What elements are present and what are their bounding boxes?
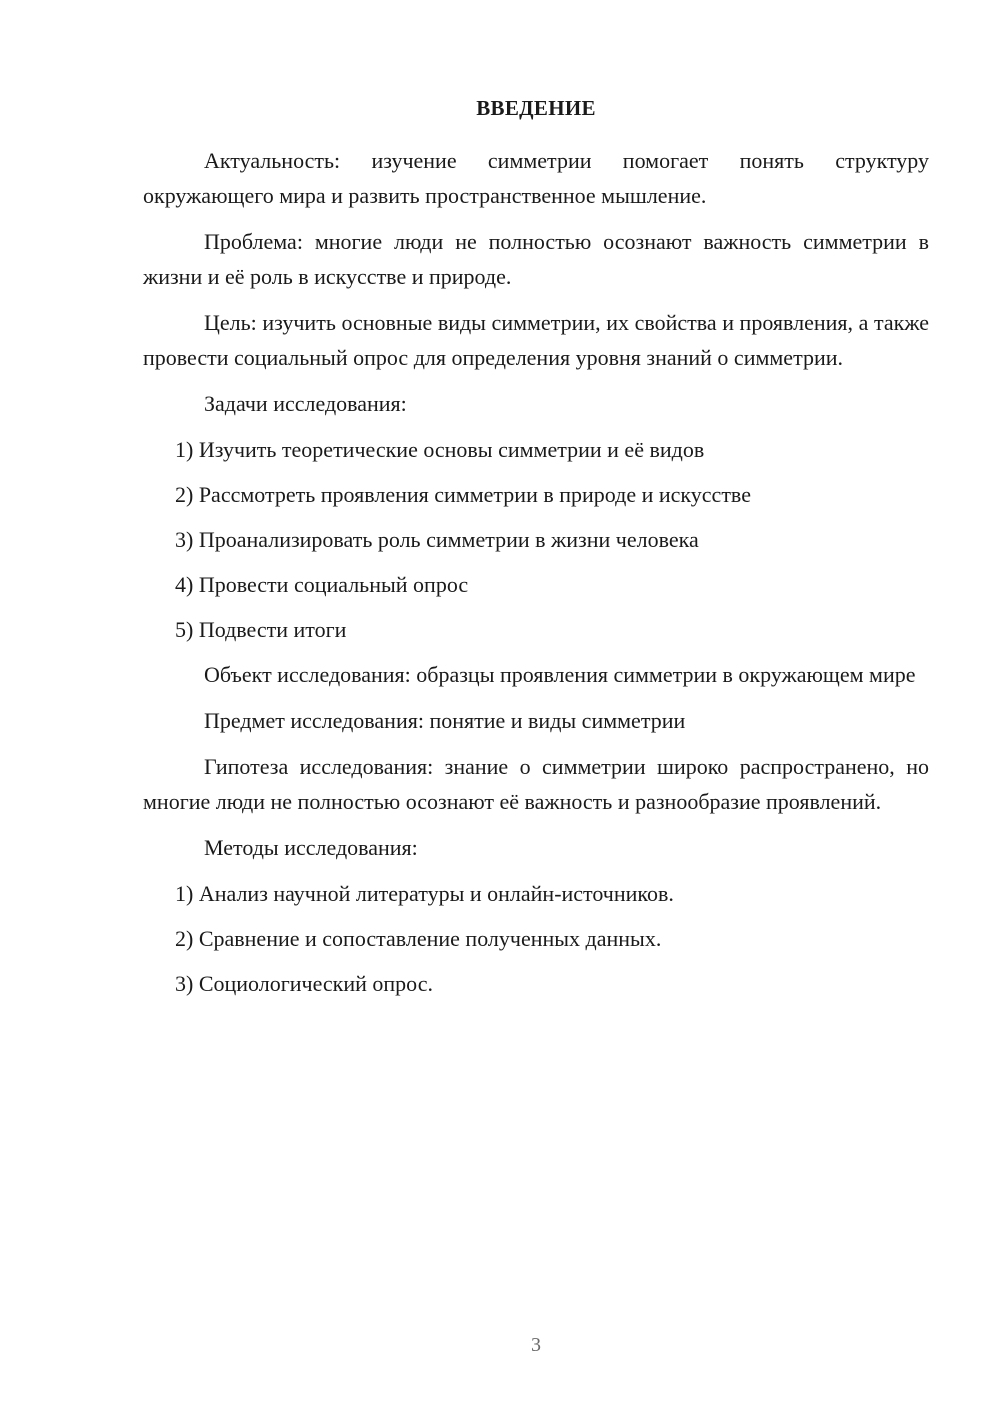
hypothesis-paragraph: Гипотеза исследования: знание о симметрии широко распространено, но многие люди не полностью осознают её важность и разнообразие проявлений. [143,754,929,814]
list-item: 2) Сравнение и сопоставление полученных данных. [175,926,662,951]
methods-list [143,876,929,1001]
document-body [143,143,929,1011]
tasks-list [143,432,929,647]
goal-paragraph: Цель: изучить основные виды симметрии, их свойства и проявления, а также провести социальный опрос для определения уровня знаний о симметрии. [143,310,929,370]
list-item: 1) Анализ научной литературы и онлайн-источников. [175,881,674,906]
list-item: 3) Социологический опрос. [175,971,433,996]
list-item: 2) Рассмотреть проявления симметрии в природе и искусстве [175,482,751,507]
list-item: 1) Изучить теоретические основы симметрии и её видов [175,437,705,462]
list-item: 5) Подвести итоги [175,617,347,642]
list-item: 4) Провести социальный опрос [175,572,469,597]
methods-heading: Методы исследования: [204,835,418,860]
relevance-paragraph: Актуальность: изучение симметрии помогает понять структуру окружающего мира и развить пространственное мышление. [143,148,929,208]
page-number: 3 [531,1334,541,1356]
tasks-heading: Задачи исследования: [204,391,407,416]
subject-paragraph: Предмет исследования: понятие и виды симметрии [204,708,686,733]
page-title: ВВЕДЕНИЕ [476,96,596,120]
object-paragraph: Объект исследования: образцы проявления симметрии в окружающем мире [204,662,916,687]
problem-paragraph: Проблема: многие люди не полностью осознают важность симметрии в жизни и её роль в искусстве и природе. [143,229,929,289]
list-item: 3) Проанализировать роль симметрии в жизни человека [175,527,699,552]
